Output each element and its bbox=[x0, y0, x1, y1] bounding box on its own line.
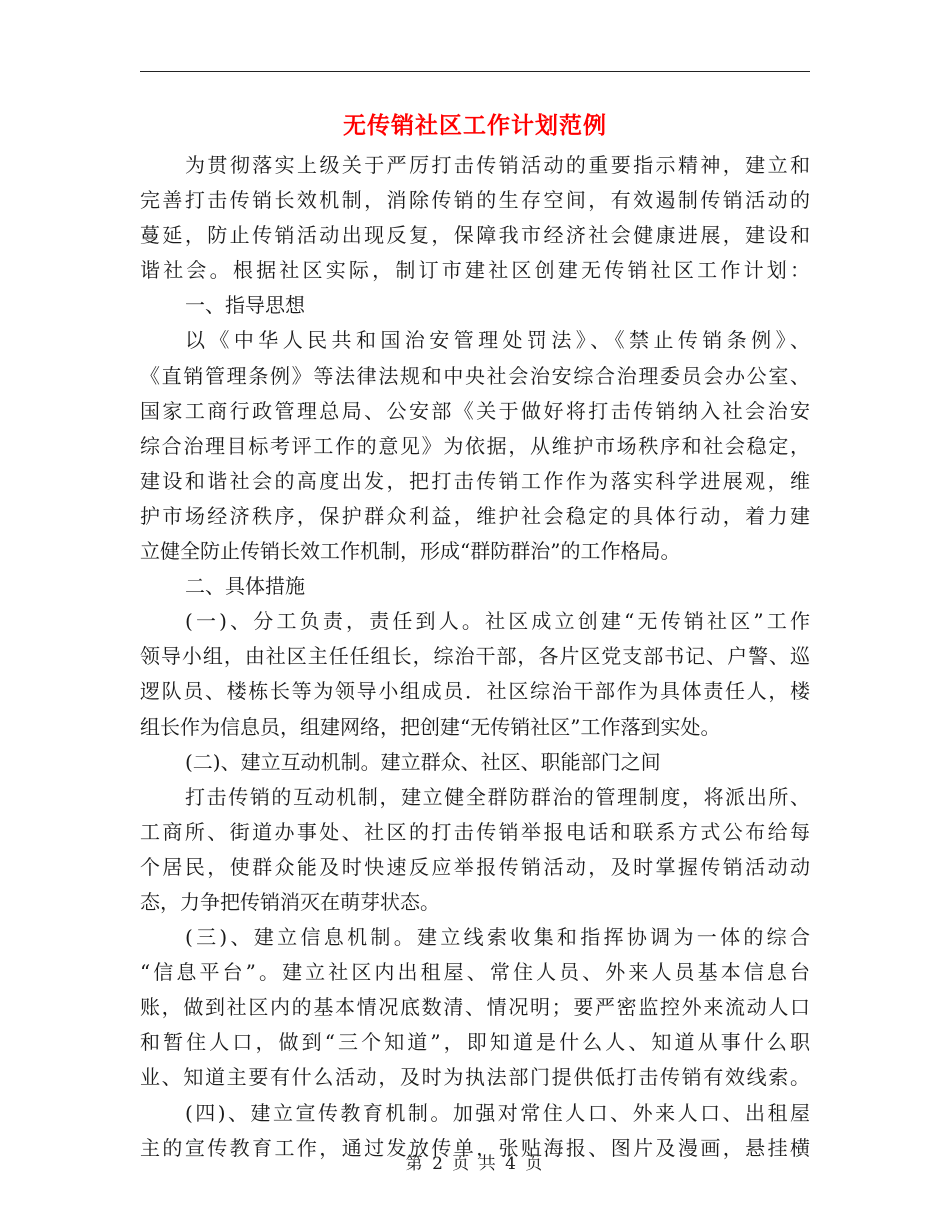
text-line: 护市场经济秩序，保护群众利益，维护社会稳定的具体行动，着力建 bbox=[140, 503, 810, 528]
text-line: 谐社会。根据社区实际，制订市建社区创建无传销社区工作计划： bbox=[140, 258, 810, 283]
text-line: 业、知道主要有什么活动，及时为执法部门提供低打击传销有效线索。 bbox=[140, 1065, 810, 1090]
document-body bbox=[140, 148, 810, 1166]
text-line: 国家工商行政管理总局、公安部《关于做好将打击传销纳入社会治安 bbox=[140, 398, 810, 423]
text-line: (三)、建立信息机制。建立线索收集和指挥协调为一体的综合 bbox=[185, 925, 810, 950]
text-line: 组长作为信息员，组建网络，把创建“无传销社区”工作落到实处。 bbox=[140, 714, 721, 739]
text-line: 以《中华人民共和国治安管理处罚法》、《禁止传销条例》、 bbox=[185, 328, 810, 353]
text-line: 账，做到社区内的基本情况底数清、情况明；要严密监控外来流动人口 bbox=[140, 995, 810, 1020]
document-title: 无传销社区工作计划范例 bbox=[343, 112, 607, 139]
text-line: 逻队员、楼栋长等为领导小组成员．社区综治干部作为具体责任人，楼 bbox=[140, 679, 810, 704]
text-line: (四)、建立宣传教育机制。加强对常住人口、外来人口、出租屋 bbox=[185, 1100, 810, 1125]
text-line: 为贯彻落实上级关于严厉打击传销活动的重要指示精神，建立和 bbox=[185, 153, 810, 177]
text-line: 打击传销的互动机制，建立健全群防群治的管理制度，将派出所、 bbox=[185, 784, 810, 809]
text-line: 一、指导思想 bbox=[185, 293, 305, 318]
text-line: (二)、建立互动机制。建立群众、社区、职能部门之间 bbox=[185, 749, 661, 774]
text-line: 蔓延，防止传销活动出现反复，保障我市经济社会健康进展，建设和 bbox=[140, 223, 810, 248]
text-line: 领导小组，由社区主任任组长，综治干部，各片区党支部书记、户警、巡 bbox=[140, 644, 810, 669]
text-line: 《直销管理条例》等法律法规和中央社会治安综合治理委员会办公室、 bbox=[140, 363, 810, 388]
text-line: “信息平台”。建立社区内出租屋、常住人员、外来人员基本信息台 bbox=[140, 960, 810, 985]
text-line: 综合治理目标考评工作的意见》为依据，从维护市场秩序和社会稳定， bbox=[140, 433, 810, 458]
text-line: 立健全防止传销长效工作机制，形成“群防群治”的工作格局。 bbox=[140, 539, 681, 564]
text-line: 工商所、街道办事处、社区的打击传销举报电话和联系方式公布给每 bbox=[140, 819, 810, 844]
text-line: 建设和谐社会的高度出发，把打击传销工作作为落实科学进展观，维 bbox=[140, 468, 810, 493]
text-line: 完善打击传销长效机制，消除传销的生存空间，有效遏制传销活动的 bbox=[140, 188, 810, 213]
text-line: (一)、分工负责，责任到人。社区成立创建“无传销社区”工作 bbox=[185, 609, 810, 634]
text-line: 二、具体措施 bbox=[185, 574, 305, 599]
text-line: 和暂住人口，做到“三个知道”，即知道是什么人、知道从事什么职 bbox=[140, 1030, 810, 1055]
text-line: 主的宣传教育工作，通过发放传单，张贴海报、图片及漫画，悬挂横 bbox=[140, 1135, 810, 1160]
page-footer: 第 2 页 共 4 页 bbox=[405, 1154, 545, 1174]
text-line: 个居民，使群众能及时快速反应举报传销活动，及时掌握传销活动动 bbox=[140, 854, 810, 879]
text-line: 态，力争把传销消灭在萌芽状态。 bbox=[140, 889, 440, 914]
header-rule bbox=[140, 71, 810, 72]
